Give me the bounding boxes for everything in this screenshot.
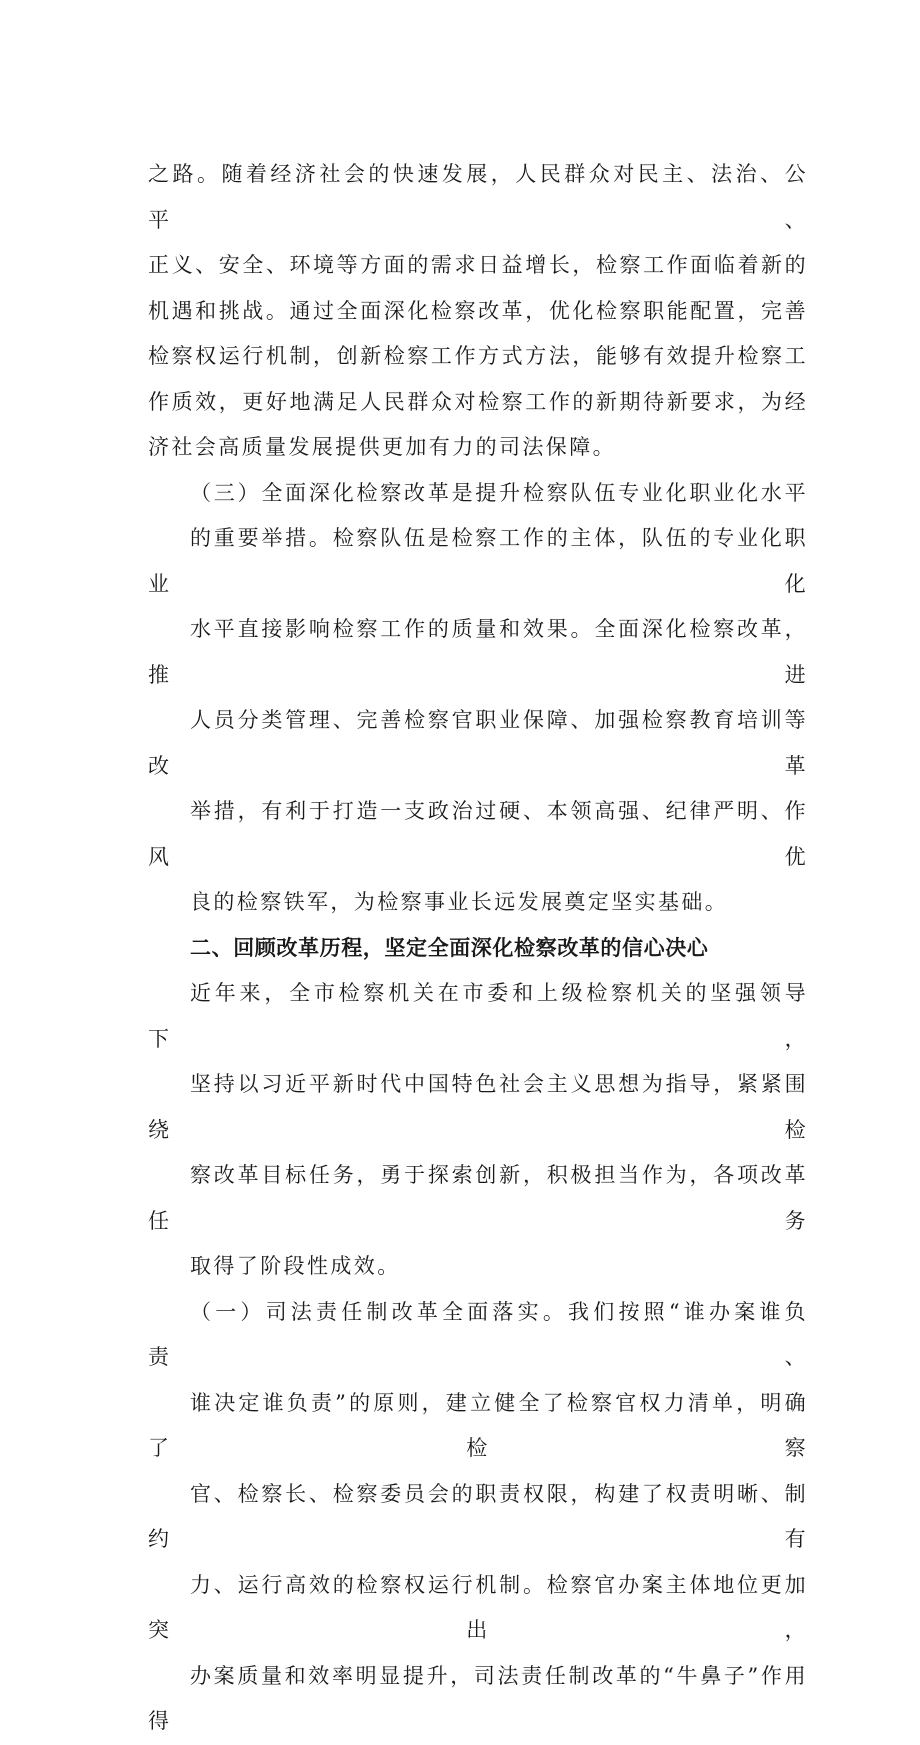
text-line: 作质效，更好地满足人民群众对检察工作的新期待新要求，为经	[148, 389, 808, 414]
text-line: 人员分类管理、完善检察官职业保障、加强检察教育培训等改革	[148, 708, 808, 778]
text-line: 举措，有利于打造一支政治过硬、本领高强、纪律严明、作风优	[148, 799, 808, 869]
text-line: 近年来，全市检察机关在市委和上级检察机关的坚强领导下，	[148, 981, 808, 1051]
text-line: 良的检察铁军，为检察事业长远发展奠定坚实基础。	[190, 890, 729, 914]
text-line: （三）全面深化检察改革是提升检察队伍专业化职业化水平	[190, 480, 808, 505]
text-line: 二、回顾改革历程，坚定全面深化检察改革的信心决心	[190, 935, 709, 960]
text-line: 之路。随着经济社会的快速发展，人民群众对民主、法治、公平、	[148, 162, 808, 232]
text-line: 官、检察长、检察委员会的职责权限，构建了权责明晰、制约有	[148, 1481, 808, 1551]
text-line: 正义、安全、环境等方面的需求日益增长，检察工作面临着新的	[148, 253, 808, 277]
text-line: 办案质量和效率明显提升，司法责任制改革的“牛鼻子”作用得	[148, 1663, 808, 1733]
text-line: 检察权运行机制，创新检察工作方式方法，能够有效提升检察工	[148, 344, 808, 368]
text-line: 取得了阶段性成效。	[190, 1254, 401, 1278]
text-line: （一）司法责任制改革全面落实。我们按照“谁办案谁负责、	[148, 1299, 808, 1369]
paragraph	[148, 152, 808, 471]
document-body	[148, 152, 808, 1745]
text-line: 水平直接影响检察工作的质量和效果。全面深化检察改革，推进	[148, 617, 808, 687]
text-line: 机遇和挑战。通过全面深化检察改革，优化检察职能配置，完善	[148, 298, 808, 323]
paragraph	[148, 1290, 808, 1745]
text-line: 谁决定谁负责”的原则，建立健全了检察官权力清单，明确了检察	[148, 1390, 808, 1460]
section-heading	[148, 926, 808, 972]
text-line: 坚持以习近平新时代中国特色社会主义思想为指导，紧紧围绕检	[148, 1072, 808, 1142]
text-line: 察改革目标任务，勇于探索创新，积极担当作为，各项改革任务	[148, 1163, 808, 1233]
text-line: 力、运行高效的检察权运行机制。检察官办案主体地位更加突出，	[148, 1572, 808, 1642]
text-line: 的重要举措。检察队伍是检察工作的主体，队伍的专业化职业化	[148, 526, 808, 596]
text-line: 济社会高质量发展提供更加有力的司法保障。	[148, 435, 616, 459]
paragraph	[148, 471, 808, 926]
paragraph	[148, 971, 808, 1290]
